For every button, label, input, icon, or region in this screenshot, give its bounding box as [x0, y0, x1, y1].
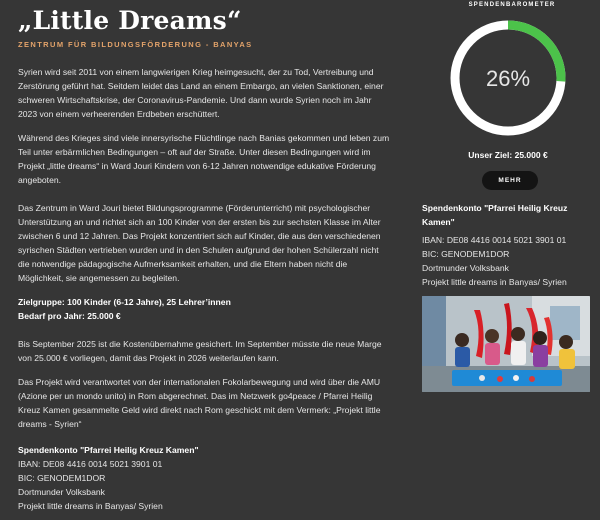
paragraph-2: Während des Krieges sind viele innersyrische Flüchtlinge nach Banias gekommen und leben zum Teil unter erbärmlichen Bedingungen – oft auf der Straße. Unter diesen Bedingungen wird im Projekt „little dreams“ in Ward Jouri Kindern von 6-12 Jahren notwendige edukative Förderung angeboten.: [18, 133, 390, 185]
target-group: Zielgruppe: 100 Kinder (6-12 Jahre), 25 Lehrer’innen: [18, 297, 231, 307]
bank-bic: BIC: GENODEM1DOR: [18, 473, 106, 483]
children-photo: [422, 296, 590, 392]
paragraph-4: Bis September 2025 ist die Kostenübernahme gesichert. Im September müsste die neue Marge von 25.000 € vorliegen, damit das Projekt in 2026 weiterlaufen kann.: [18, 339, 382, 363]
sidebar-bank-name: Dortmunder Volksbank: [422, 263, 509, 273]
paragraph-5: Das Projekt wird verantwortet von der internationalen Fokolarbewegung und wird über die AMU (Azione per un mondo unito) in Rom abgerechnet. Das im Netzwerk go4peace / Pfarrei Heilig Kreuz Kamen gesammelte Geld wird direkt nach Rom geschickt mit dem Vermerk: „Projekt little dreams - Syrien“: [18, 377, 381, 429]
sidebar-bank-title: Spendenkonto "Pfarrei Heilig Kreuz Kamen": [422, 203, 568, 227]
bank-reference: Projekt little dreams in Banyas/ Syrien: [18, 501, 163, 511]
bank-account-block: [18, 443, 390, 513]
donation-goal: Unser Ziel: 25.000 €: [468, 150, 548, 160]
paragraph-1: Syrien wird seit 2011 von einem langwierigen Krieg heimgesucht, der zu Tod, Vertreibung und Zerstörung geführt hat. Seitdem leidet das Land an einem Embargo, an vielen Sanktionen, einer schweren Wirtschaftskrise, der Coronavirus-Pandemie. Und dann wurde Syrien noch im Jahr 2023 von einem verheerenden Erdbeben erschüttert.: [18, 67, 384, 119]
sidebar-iban: IBAN: DE08 4416 0014 5021 3901 01: [422, 235, 567, 245]
page-title: „Little Dreams“: [18, 6, 242, 35]
barometer-label: SPENDENBAROMETER: [468, 2, 556, 8]
bank-iban: IBAN: DE08 4416 0014 5021 3901 01: [18, 459, 163, 469]
more-button[interactable]: MEHR: [482, 171, 538, 190]
donation-gauge: [448, 18, 568, 138]
paragraph-3: Das Zentrum in Ward Jouri bietet Bildungsprogramme (Förderunterricht) mit psychologischer Unterstützung an und richtet sich an 100 Kinder von der ersten bis zur sechsten Klasse im Alter zwischen 6 und 12 Jahren. Das Projekt konzentriert sich auf Kinder, die aus den verschiedenen syrischen Städten vertrieben wurden und in den Schulen aufgrund der hohen Schülerzahl nicht die notwendige pädagogische Aufmerksamkeit erhalten, und die Eltern haben nicht die Möglichkeit, sie angemessen zu begleiten.: [18, 203, 381, 283]
sidebar-reference: Projekt little dreams in Banyas/ Syrien: [422, 277, 567, 287]
annual-need: Bedarf pro Jahr: 25.000 €: [18, 311, 121, 321]
page-subtitle: ZENTRUM FÜR BILDUNGSFÖRDERUNG - BANYAS: [18, 40, 253, 49]
sidebar-bic: BIC: GENODEM1DOR: [422, 249, 510, 259]
bank-name: Dortmunder Volksbank: [18, 487, 105, 497]
bank-account-title: Spendenkonto "Pfarrei Heilig Kreuz Kamen": [18, 445, 199, 455]
sidebar-bank-block: [422, 201, 598, 289]
main-content: [18, 0, 390, 513]
gauge-percent: 26%: [485, 66, 531, 91]
